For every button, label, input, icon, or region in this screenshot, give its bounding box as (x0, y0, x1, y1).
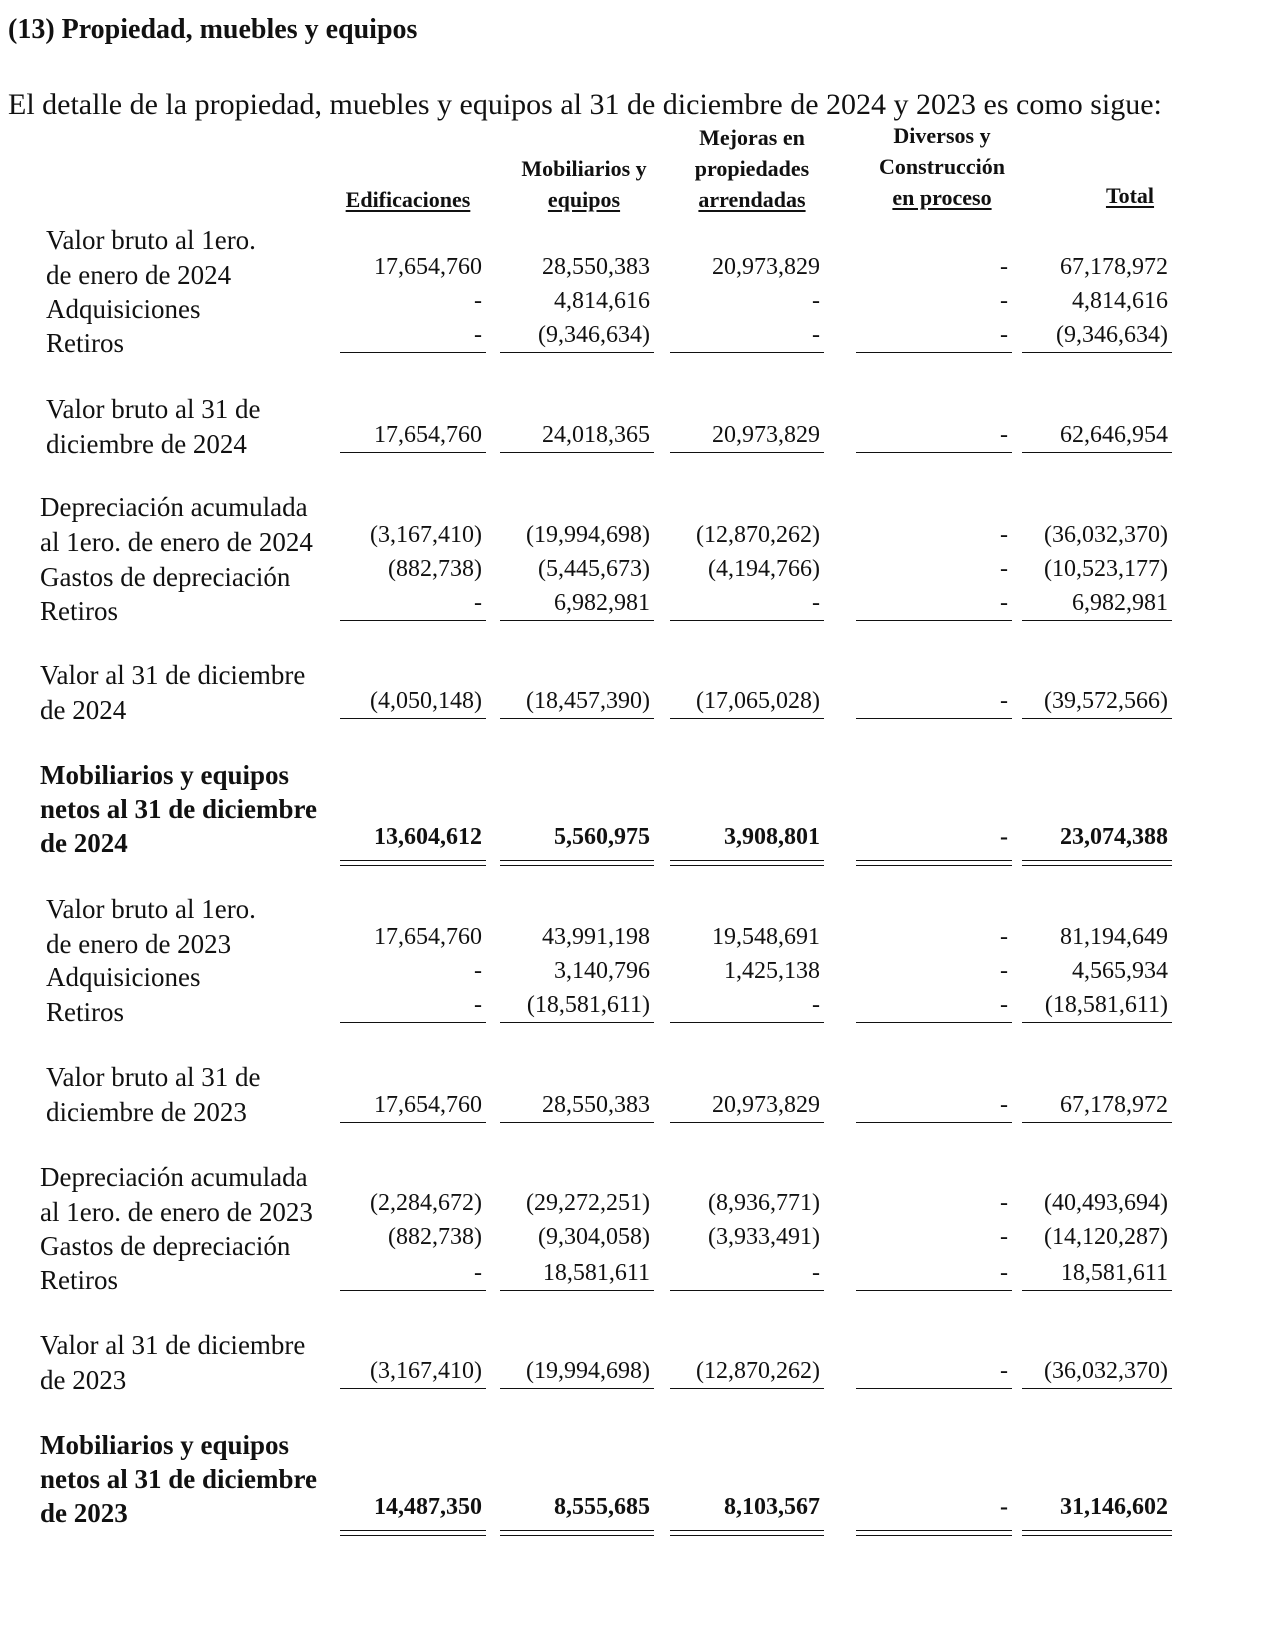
row-label-dep-retiros-2024: Retiros (40, 596, 118, 626)
row-label-line: diciembre de 2024 (46, 429, 247, 459)
cell-y2023-dep-inicio-mobiliarios: (29,272,251) (526, 1190, 650, 1216)
row-label-line: Valor bruto al 31 de (46, 394, 261, 424)
cell-y2024-bruto-fin-edificaciones: 17,654,760 (340, 420, 486, 453)
row-label-bruto-inicio-2024 (46, 223, 256, 293)
cell-y2024-gastos-mejoras: (4,194,766) (708, 556, 820, 582)
cell-y2023-neto-total: 31,146,602 (1060, 1494, 1168, 1520)
row-label-line: al 1ero. de enero de 2024 (40, 527, 313, 557)
cell-y2024-valor-mejoras: (17,065,028) (670, 686, 824, 719)
row-label-line: netos al 31 de diciembre (40, 794, 317, 824)
cell-y2023-neto-diversos: - (1000, 1494, 1008, 1520)
cell-y2024-retiros-edificaciones: - (340, 320, 486, 353)
row-label-line: Depreciación acumulada (40, 492, 308, 522)
cell-y2023-dep-inicio-mejoras: (8,936,771) (708, 1190, 820, 1216)
cell-y2024-dep-inicio-total: (36,032,370) (1044, 522, 1168, 548)
cell-y2024-bruto-inicio-diversos: - (1000, 254, 1008, 280)
cell-y2024-dep-inicio-mejoras: (12,870,262) (696, 522, 820, 548)
row-label-line: Mobiliarios y equipos (40, 760, 290, 790)
row-label-dep-inicio-2024 (40, 490, 313, 560)
cell-y2024-dep-retiros-mejoras: - (670, 588, 824, 621)
cell-y2024-retiros-diversos: - (856, 320, 1012, 353)
row-label-valor-2024 (40, 658, 305, 728)
row-label-neto-2024 (40, 758, 317, 860)
cell-y2023-gastos-mejoras: (3,933,491) (708, 1224, 820, 1250)
section-heading: (13) Propiedad, muebles y equipos (8, 14, 418, 45)
column-header-total (1030, 180, 1230, 211)
cell-y2024-gastos-mobiliarios: (5,445,673) (538, 556, 650, 582)
double-underline-y2023-neto-diversos (856, 1530, 1012, 1536)
cell-y2023-dep-inicio-total: (40,493,694) (1044, 1190, 1168, 1216)
row-label-line: Depreciación acumulada (40, 1162, 308, 1192)
column-header-mejoras (652, 122, 852, 215)
row-label-dep-retiros-2023: Retiros (40, 1265, 118, 1295)
cell-y2024-valor-total: (39,572,566) (1022, 686, 1172, 719)
cell-y2023-neto-mejoras: 8,103,567 (724, 1494, 820, 1520)
row-label-adquisiciones-2023: Adquisiciones (46, 962, 201, 992)
row-label-line: Valor bruto al 1ero. (46, 225, 256, 255)
cell-y2023-valor-total: (36,032,370) (1022, 1356, 1172, 1389)
column-header-diversos-line2: Construcción (879, 154, 1005, 179)
cell-y2023-adquisiciones-mejoras: 1,425,138 (724, 958, 820, 984)
cell-y2024-adquisiciones-mejoras: - (812, 288, 820, 314)
cell-y2024-bruto-inicio-mobiliarios: 28,550,383 (542, 254, 650, 280)
column-header-diversos (842, 120, 1042, 213)
row-label-line: de 2024 (40, 695, 127, 725)
column-header-edificaciones-label: Edificaciones (345, 187, 471, 212)
row-label-bruto-inicio-2023 (46, 892, 256, 962)
cell-y2024-dep-inicio-diversos: - (1000, 522, 1008, 548)
cell-y2024-valor-diversos: - (856, 686, 1012, 719)
cell-y2024-neto-total: 23,074,388 (1060, 824, 1168, 850)
cell-y2023-retiros-mejoras: - (670, 990, 824, 1023)
cell-y2023-gastos-mobiliarios: (9,304,058) (538, 1224, 650, 1250)
row-label-bruto-fin-2024 (46, 392, 260, 462)
cell-y2024-adquisiciones-total: 4,814,616 (1072, 288, 1168, 314)
cell-y2024-retiros-mobiliarios: (9,346,634) (500, 320, 654, 353)
cell-y2024-adquisiciones-edificaciones: - (474, 288, 482, 314)
cell-y2023-gastos-diversos: - (1000, 1224, 1008, 1250)
intro-paragraph: El detalle de la propiedad, muebles y equipos al 31 de diciembre de 2024 y 2023 es como sigue: (8, 88, 1162, 121)
row-label-line: de enero de 2024 (46, 260, 232, 290)
cell-y2024-dep-inicio-mobiliarios: (19,994,698) (526, 522, 650, 548)
cell-y2023-bruto-inicio-edificaciones: 17,654,760 (374, 924, 482, 950)
column-header-edificaciones (308, 184, 508, 215)
cell-y2023-dep-retiros-mejoras: - (670, 1258, 824, 1291)
cell-y2024-bruto-inicio-total: 67,178,972 (1060, 254, 1168, 280)
cell-y2024-retiros-mejoras: - (670, 320, 824, 353)
row-label-retiros-2024: Retiros (46, 328, 124, 358)
cell-y2024-bruto-fin-diversos: - (856, 420, 1012, 453)
cell-y2024-neto-mejoras: 3,908,801 (724, 824, 820, 850)
cell-y2024-bruto-inicio-edificaciones: 17,654,760 (374, 254, 482, 280)
double-underline-y2024-neto-diversos (856, 860, 1012, 866)
row-label-bruto-fin-2023 (46, 1060, 260, 1130)
cell-y2024-adquisiciones-mobiliarios: 4,814,616 (554, 288, 650, 314)
cell-y2023-valor-edificaciones: (3,167,410) (340, 1356, 486, 1389)
double-underline-y2024-neto-mobiliarios (500, 860, 654, 866)
cell-y2024-retiros-total: (9,346,634) (1022, 320, 1172, 353)
cell-y2023-neto-edificaciones: 14,487,350 (374, 1494, 482, 1520)
cell-y2023-gastos-total: (14,120,287) (1044, 1224, 1168, 1250)
row-label-valor-2023 (40, 1328, 305, 1398)
cell-y2024-bruto-fin-total: 62,646,954 (1022, 420, 1172, 453)
row-label-line: de 2023 (40, 1365, 127, 1395)
double-underline-y2023-neto-mejoras (670, 1530, 824, 1536)
cell-y2024-gastos-diversos: - (1000, 556, 1008, 582)
column-header-mejoras-line2: propiedades (694, 156, 810, 181)
cell-y2024-neto-edificaciones: 13,604,612 (374, 824, 482, 850)
cell-y2023-neto-mobiliarios: 8,555,685 (554, 1494, 650, 1520)
double-underline-y2023-neto-total (1022, 1530, 1172, 1536)
cell-y2024-adquisiciones-diversos: - (1000, 288, 1008, 314)
row-label-line: Valor bruto al 1ero. (46, 894, 256, 924)
double-underline-y2024-neto-mejoras (670, 860, 824, 866)
cell-y2023-dep-retiros-diversos: - (856, 1258, 1012, 1291)
cell-y2023-bruto-inicio-mobiliarios: 43,991,198 (542, 924, 650, 950)
cell-y2023-bruto-inicio-total: 81,194,649 (1060, 924, 1168, 950)
double-underline-y2024-neto-edificaciones (340, 860, 486, 866)
cell-y2023-bruto-inicio-mejoras: 19,548,691 (712, 924, 820, 950)
cell-y2024-neto-diversos: - (1000, 824, 1008, 850)
cell-y2024-valor-edificaciones: (4,050,148) (340, 686, 486, 719)
double-underline-y2023-neto-mobiliarios (500, 1530, 654, 1536)
cell-y2023-adquisiciones-total: 4,565,934 (1072, 958, 1168, 984)
cell-y2023-retiros-total: (18,581,611) (1022, 990, 1172, 1023)
column-header-mejoras-line1: Mejoras en (699, 125, 805, 150)
row-label-line: al 1ero. de enero de 2023 (40, 1197, 313, 1227)
cell-y2023-valor-mejoras: (12,870,262) (670, 1356, 824, 1389)
cell-y2024-dep-inicio-edificaciones: (3,167,410) (370, 522, 482, 548)
row-label-line: diciembre de 2023 (46, 1097, 247, 1127)
row-label-line: Valor al 31 de diciembre (40, 660, 306, 690)
cell-y2023-gastos-edificaciones: (882,738) (388, 1224, 482, 1250)
cell-y2024-dep-retiros-diversos: - (856, 588, 1012, 621)
cell-y2023-dep-retiros-edificaciones: - (340, 1258, 486, 1291)
row-label-line: netos al 31 de diciembre (40, 1464, 317, 1494)
row-label-line: de enero de 2023 (46, 929, 232, 959)
row-label-retiros-2023: Retiros (46, 997, 124, 1027)
double-underline-y2024-neto-total (1022, 860, 1172, 866)
column-header-diversos-line1: Diversos y (893, 123, 991, 148)
row-label-gastos-2024: Gastos de depreciación (40, 562, 291, 592)
row-label-neto-2023 (40, 1428, 317, 1530)
row-label-dep-inicio-2023 (40, 1160, 313, 1230)
column-header-mobiliarios-line1: Mobiliarios y (521, 156, 647, 181)
cell-y2024-dep-retiros-mobiliarios: 6,982,981 (500, 588, 654, 621)
cell-y2024-valor-mobiliarios: (18,457,390) (500, 686, 654, 719)
cell-y2024-bruto-inicio-mejoras: 20,973,829 (712, 254, 820, 280)
cell-y2023-dep-retiros-total: 18,581,611 (1022, 1258, 1172, 1291)
cell-y2023-adquisiciones-mobiliarios: 3,140,796 (554, 958, 650, 984)
row-label-line: Mobiliarios y equipos (40, 1430, 290, 1460)
cell-y2023-bruto-fin-mobiliarios: 28,550,383 (500, 1090, 654, 1123)
cell-y2023-dep-inicio-edificaciones: (2,284,672) (370, 1190, 482, 1216)
cell-y2024-dep-retiros-edificaciones: - (340, 588, 486, 621)
cell-y2023-bruto-fin-diversos: - (856, 1090, 1012, 1123)
row-label-line: Valor al 31 de diciembre (40, 1330, 306, 1360)
column-header-mobiliarios-line2: equipos (547, 187, 621, 212)
cell-y2023-bruto-fin-mejoras: 20,973,829 (670, 1090, 824, 1123)
cell-y2024-neto-mobiliarios: 5,560,975 (554, 824, 650, 850)
cell-y2024-gastos-edificaciones: (882,738) (388, 556, 482, 582)
cell-y2023-retiros-diversos: - (856, 990, 1012, 1023)
cell-y2023-dep-inicio-diversos: - (1000, 1190, 1008, 1216)
cell-y2024-gastos-total: (10,523,177) (1044, 556, 1168, 582)
row-label-gastos-2023: Gastos de depreciación (40, 1231, 291, 1261)
row-label-line: de 2023 (40, 1498, 128, 1528)
cell-y2024-dep-retiros-total: 6,982,981 (1022, 588, 1172, 621)
cell-y2023-bruto-fin-edificaciones: 17,654,760 (340, 1090, 486, 1123)
cell-y2023-retiros-edificaciones: - (340, 990, 486, 1023)
row-label-line: de 2024 (40, 828, 128, 858)
cell-y2023-retiros-mobiliarios: (18,581,611) (500, 990, 654, 1023)
cell-y2023-dep-retiros-mobiliarios: 18,581,611 (500, 1258, 654, 1291)
cell-y2023-bruto-inicio-diversos: - (1000, 924, 1008, 950)
cell-y2023-valor-diversos: - (856, 1356, 1012, 1389)
cell-y2023-adquisiciones-edificaciones: - (474, 958, 482, 984)
column-header-total-label: Total (1105, 183, 1155, 208)
row-label-line: Valor bruto al 31 de (46, 1062, 261, 1092)
cell-y2023-bruto-fin-total: 67,178,972 (1022, 1090, 1172, 1123)
cell-y2024-bruto-fin-mobiliarios: 24,018,365 (500, 420, 654, 453)
column-header-diversos-line3: en proceso (892, 185, 992, 210)
cell-y2023-adquisiciones-diversos: - (1000, 958, 1008, 984)
double-underline-y2023-neto-edificaciones (340, 1530, 486, 1536)
cell-y2023-valor-mobiliarios: (19,994,698) (500, 1356, 654, 1389)
column-header-mejoras-line3: arrendadas (698, 187, 806, 212)
cell-y2024-bruto-fin-mejoras: 20,973,829 (670, 420, 824, 453)
row-label-adquisiciones-2024: Adquisiciones (46, 294, 201, 324)
